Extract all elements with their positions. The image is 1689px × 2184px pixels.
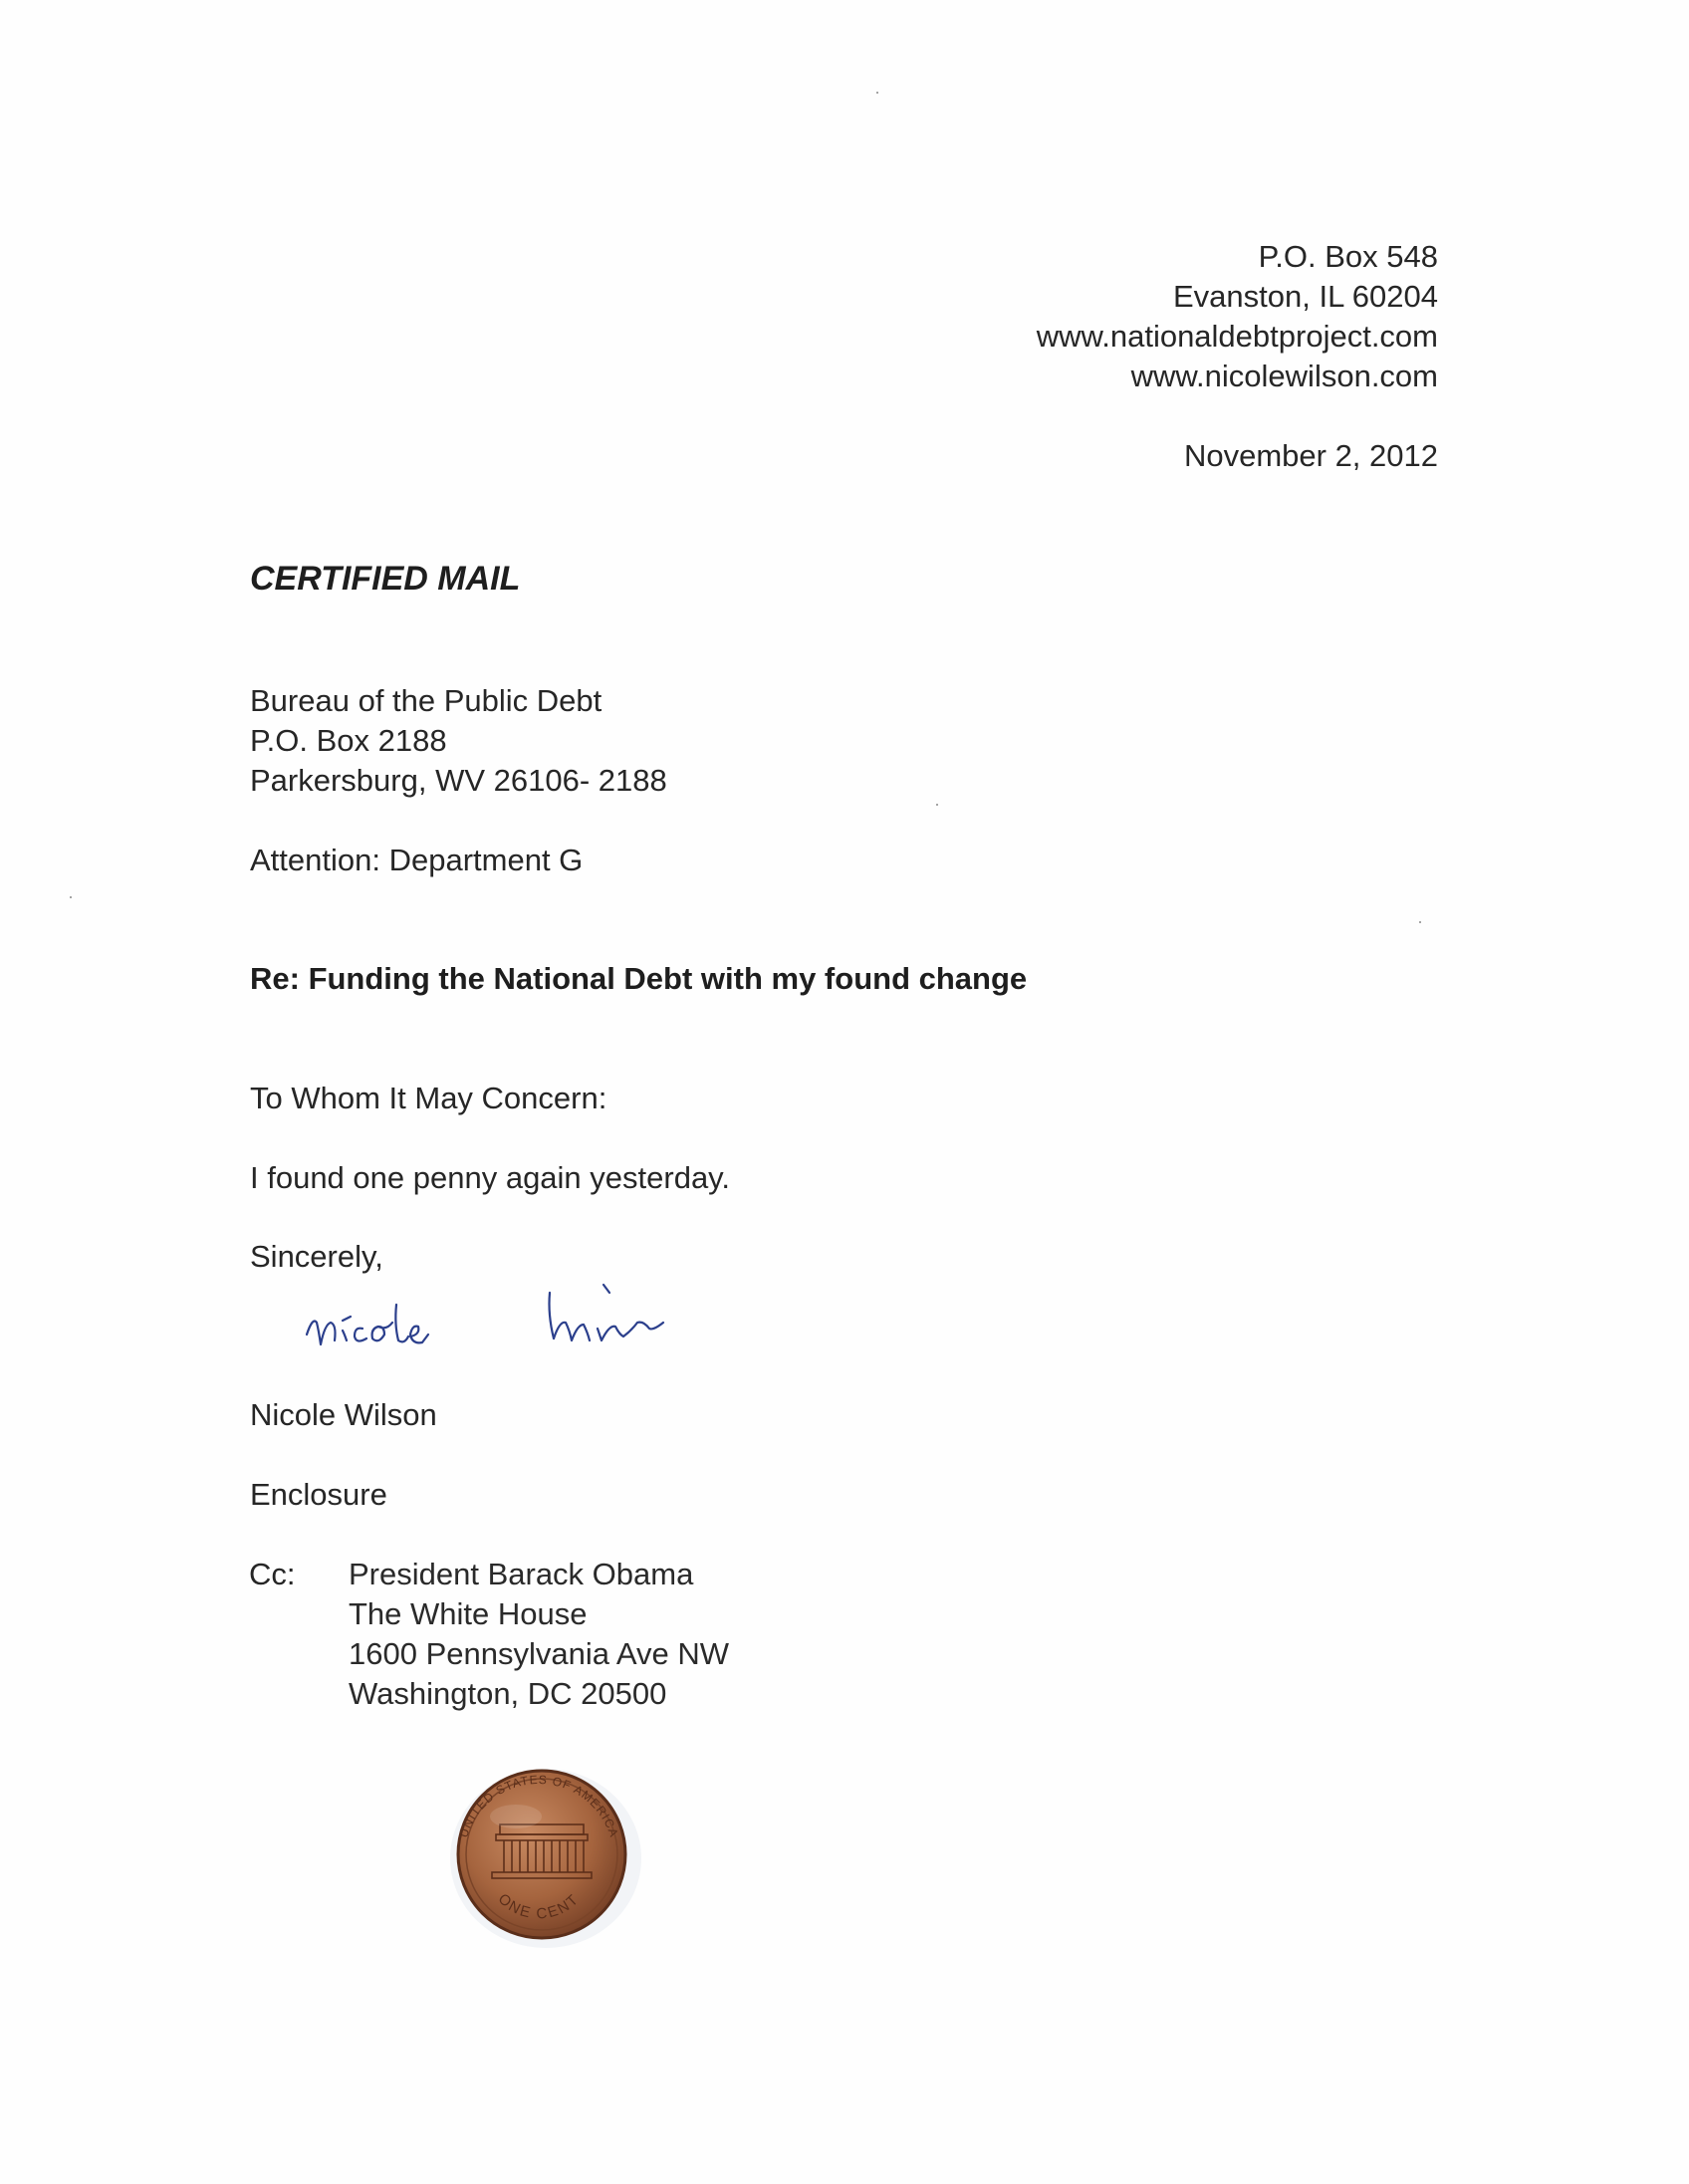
attention-line: Attention: Department G (250, 843, 584, 877)
sender-website-1: www.nationaldebtproject.com (1036, 319, 1438, 354)
recipient-address-line2: Parkersburg, WV 26106- 2188 (250, 763, 667, 798)
recipient-name: Bureau of the Public Debt (250, 683, 603, 718)
handwritten-signature (299, 1265, 737, 1374)
penny-image (434, 1749, 643, 1958)
cc-line: 1600 Pennsylvania Ave NW (349, 1636, 729, 1671)
signer-name: Nicole Wilson (250, 1397, 437, 1432)
penny-bottom-text: ONE CENT (494, 1890, 584, 1923)
recipient-address-line1: P.O. Box 2188 (250, 723, 447, 758)
sender-website-2: www.nicolewilson.com (1130, 359, 1438, 393)
salutation: To Whom It May Concern: (250, 1081, 607, 1115)
certified-mail-heading: CERTIFIED MAIL (250, 560, 521, 598)
cc-recipient-block (349, 1555, 729, 1714)
letter-date: November 2, 2012 (1183, 438, 1438, 473)
closing: Sincerely, (250, 1239, 383, 1274)
scan-speck (936, 804, 938, 806)
penny-top-text: UNITED STATES OF AMERICA (456, 1772, 621, 1839)
scan-speck (70, 896, 72, 898)
scan-speck (876, 92, 878, 94)
cc-line: The White House (349, 1596, 588, 1631)
scan-speck (1419, 921, 1421, 923)
cc-label: Cc: (249, 1557, 296, 1591)
cc-line: President Barack Obama (349, 1557, 694, 1591)
letter-body: I found one penny again yesterday. (250, 1160, 730, 1195)
sender-address-line1: P.O. Box 548 (1258, 239, 1438, 274)
cc-line: Washington, DC 20500 (349, 1676, 667, 1711)
sender-address-line2: Evanston, IL 60204 (1173, 279, 1438, 314)
subject-line: Re: Funding the National Debt with my found change (250, 961, 1028, 996)
enclosure-note: Enclosure (250, 1477, 387, 1512)
